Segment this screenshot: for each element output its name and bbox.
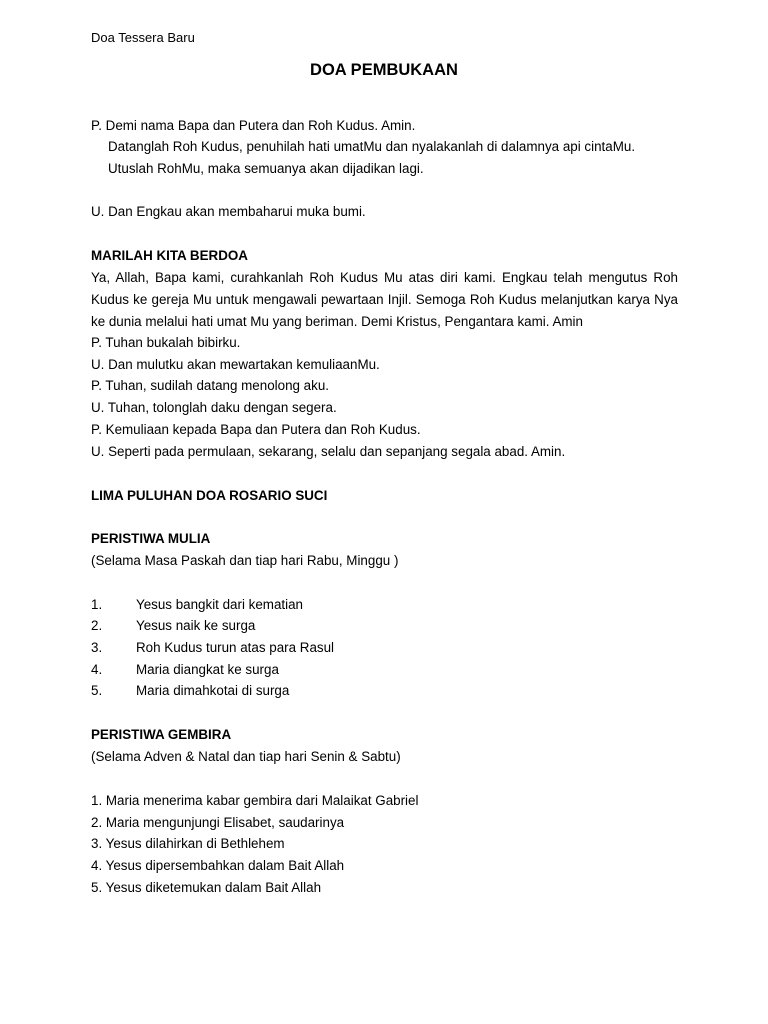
mulia-item-number: 2. <box>91 618 103 633</box>
gembira-item: 4. Yesus dipersembahkan dalam Bait Allah <box>91 858 345 873</box>
mulia-note: (Selama Masa Paskah dan tiap hari Rabu, Minggu ) <box>91 553 399 568</box>
marilah-para-line-2: Kudus ke gereja Mu untuk mengawali pewartaan Injil. Semoga Roh Kudus melanjutkan karya Nya <box>91 292 678 307</box>
opening-line-3: Utuslah RohMu, maka semuanya akan dijadikan lagi. <box>108 161 424 176</box>
mulia-item-text: Yesus naik ke surga <box>136 618 256 633</box>
mulia-item-number: 1. <box>91 597 103 612</box>
gembira-item: 3. Yesus dilahirkan di Bethlehem <box>91 836 285 851</box>
opening-response: U. Dan Engkau akan membaharui muka bumi. <box>91 204 366 219</box>
response-line: P. Kemuliaan kepada Bapa dan Putera dan Roh Kudus. <box>91 422 421 437</box>
page-title: DOA PEMBUKAAN <box>310 61 458 79</box>
opening-line-2: Datanglah Roh Kudus, penuhilah hati umatMu dan nyalakanlah di dalamnya api cintaMu. <box>108 139 636 154</box>
mulia-item-number: 4. <box>91 662 103 677</box>
gembira-item: 1. Maria menerima kabar gembira dari Malaikat Gabriel <box>91 793 419 808</box>
page-header: Doa Tessera Baru <box>91 30 195 45</box>
mulia-item-number: 3. <box>91 640 103 655</box>
gembira-item: 5. Yesus diketemukan dalam Bait Allah <box>91 880 322 895</box>
marilah-para-line-3: ke dunia melalui hati umat Mu yang beriman. Demi Kristus, Pengantara kami. Amin <box>91 314 583 329</box>
gembira-heading: PERISTIWA GEMBIRA <box>91 727 232 742</box>
mulia-heading: PERISTIWA MULIA <box>91 531 211 546</box>
response-line: U. Dan mulutku akan mewartakan kemuliaanMu. <box>91 357 380 372</box>
response-line: P. Tuhan, sudilah datang menolong aku. <box>91 378 329 393</box>
mulia-item-text: Yesus bangkit dari kematian <box>136 597 303 612</box>
gembira-item: 2. Maria mengunjungi Elisabet, saudarinya <box>91 815 345 830</box>
lima-heading: LIMA PULUHAN DOA ROSARIO SUCI <box>91 488 328 503</box>
mulia-item-text: Roh Kudus turun atas para Rasul <box>136 640 335 655</box>
marilah-para-line-1: Ya, Allah, Bapa kami, curahkanlah Roh Kudus Mu atas diri kami. Engkau telah mengutus Roh <box>91 270 678 285</box>
mulia-item-text: Maria diangkat ke surga <box>136 662 279 677</box>
opening-line-1: P. Demi nama Bapa dan Putera dan Roh Kudus. Amin. <box>91 118 416 133</box>
gembira-note: (Selama Adven & Natal dan tiap hari Senin & Sabtu) <box>91 749 401 764</box>
mulia-item-text: Maria dimahkotai di surga <box>136 683 290 698</box>
response-line: U. Tuhan, tolonglah daku dengan segera. <box>91 400 337 415</box>
mulia-item-number: 5. <box>91 683 103 698</box>
response-line: P. Tuhan bukalah bibirku. <box>91 335 241 350</box>
response-line: U. Seperti pada permulaan, sekarang, selalu dan sepanjang segala abad. Amin. <box>91 444 566 459</box>
marilah-heading: MARILAH KITA BERDOA <box>91 248 248 263</box>
